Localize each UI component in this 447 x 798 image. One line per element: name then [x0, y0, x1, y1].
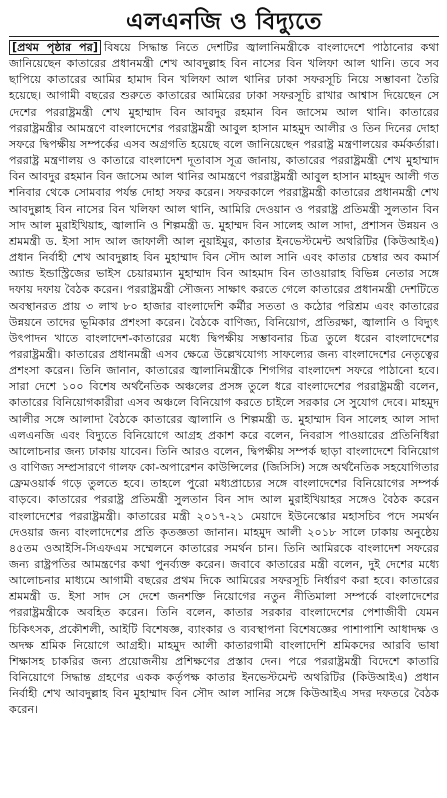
continued-from-front-page-tag: [প্রথম পৃষ্ঠার পর]: [9, 40, 101, 55]
article-body-text: বিষয়ে সিদ্ধান্ত নিতে দেশটির জ্বালানিমন্ত্রীকে বাংলাদেশে পাঠানোর কথা জানিয়েছেন কাতারের প্রধানমন্ত্রী শেখ আবদুল্লাহ বিন নাসের বিন খলিফা আল থানি। তবে সব ছাপিয়ে কাতারের আমির হামাদ বিন খলিফা আল থানির ঢাকা সফরসূচি নিয়ে সম্ভাবনা তৈরি হয়েছে। আগামী বছরের শুরুতে কাতারের আমিরের ঢাকা সফরসূচি রাখার আশ্বাস দিয়েছেন সে দেশের পররাষ্ট্রমন্ত্রী শেখ মুহাম্মাদ বিন আবদুর রহমান বিন জাসেম আল থানি। কাতারের পররাষ্ট্রমন্ত্রীর আমন্ত্রণে বাংলাদেশের পররাষ্ট্রমন্ত্রী আবুল হাসান মাহমুদ আলীর ও তিন দিনের দোহা সফরে দ্বিপক্ষীয় সম্পর্কের এসব অগ্রগতি হয়েছে বলে জানিয়েছেন পররাষ্ট্র মন্ত্রণালয়ের কর্মকর্তারা। পররাষ্ট্র মন্ত্রণালয় ও কাতারে বাংলাদেশ দূতাবাস সূত্র জানায়, কাতারের পররাষ্ট্রমন্ত্রী শেখ মুহাম্মাদ বিন আবদুর রহমান বিন জাসেম আল থানির আমন্ত্রণে পররাষ্ট্রমন্ত্রী আবুল হাসান মাহমুদ আলী গত শনিবার থেকে সোমবার পর্যন্ত দোহা সফর করেন। সফরকালে পররাষ্ট্রমন্ত্রী কাতারের প্রধানমন্ত্রী শেখ আবদুল্লাহ বিন নাসের বিন খলিফা আল থানি, আমিরি দেওয়ান ও পররাষ্ট্র প্রতিমন্ত্রী সুলতান বিন সাদ আল মুরাইখিয়াহ, জ্বালানি ও শিল্পমন্ত্রী ড. মুহাম্মদ বিন সালেহ আল সাদা, প্রশাসন উন্নয়ন ও শ্রমমন্ত্রী ড. ইসা সাদ আল জাফালী আল নুয়াইমুর, কাতার ইনভেস্টমেন্ট অথরিটির (কিউআইএ) প্রধান নির্বাহী শেখ আবদুল্লাহ বিন মুহাম্মাদ বিন সৌদ আল সানি এবং কাতার চেম্বার অব কমার্স অ্যান্ড ইন্ডাস্ট্রিজের ভাইস চেয়ারম্যান মুহাম্মাদ বিন আহমাদ বিন তাওয়ারাহ বিভিন্ন নেতার সঙ্গে দফায় দফায় বৈঠক করেন। পররাষ্ট্রমন্ত্রী সৌজন্য সাক্ষাৎ করতে গেলে কাতারের প্রধানমন্ত্রী দেশটিতে অবস্থানরত প্রায় ৩ লাখ ৮০ হাজার বাংলাদেশি কর্মীর সততা ও কঠোর পরিশ্রম এবং কাতারের উন্নয়নে তাদের ভূমিকার প্রশংসা করেন। বৈঠকে বাণিজ্য, বিনিয়োগ, প্রতিরক্ষা, জ্বালানি ও বিদ্যুৎ উৎপাদন খাতে বাংলাদেশ-কাতারের মধ্যে দ্বিপক্ষীয় সম্ভাবনার চিত্র তুলে ধরেন বাংলাদেশের পররাষ্ট্রমন্ত্রী। কাতারের প্রধানমন্ত্রী এসব ক্ষেত্রে উল্লেখযোগ্য সাফল্যের জন্য বাংলাদেশের নেতৃত্বের প্রশংসা করেন। তিনি জানান, কাতারের জ্বালানিমন্ত্রীকে শিগগির বাংলাদেশ সফরে পাঠানো হবে। সারা দেশে ১০০ বিশেষ অর্থনৈতিক অঞ্চলের প্রসঙ্গ তুলে ধরে বাংলাদেশের পররাষ্ট্রমন্ত্রী বলেন, কাতারের বিনিয়োগকারীরা এসব অঞ্চলে বিনিয়োগ করতে চাইলে সরকার সে সুযোগ দেবে। মাহমুদ আলীর সঙ্গে আলাদা বৈঠকে কাতারের জ্বালানি ও শিল্পমন্ত্রী ড. মুহাম্মাদ বিন সালেহ আল সাদা এলএনজি এবং বিদ্যুতে বিনিয়োগে আগ্রহ প্রকাশ করে বলেন, নিবরাস পাওয়ারের প্রতিনিধিরা আলোচনার জন্য ঢাকায় যাবেন। তিনি আরও বলেন, দ্বিপক্ষীয় সম্পর্ক ছাড়া বাংলাদেশে বিনিয়োগ ও বাণিজ্য সম্প্রসারণে গালফ কো-অপারেশন কাউন্সিলের (জিসিসি) সঙ্গে অর্থনৈতিক সহযোগিতার ফ্রেমওয়ার্ক গড়ে তুলতে হবে। তাহলে পুরো মধ্যপ্রাচ্যের সঙ্গে বাংলাদেশের বিনিয়োগের সম্পর্ক বাড়বে। কাতারের পররাষ্ট্র প্রতিমন্ত্রী সুলতান বিন সাদ আল মুরাইখিয়াহর সঙ্গেও বৈঠক করেন বাংলাদেশের পররাষ্ট্রমন্ত্রী। কাতারের মন্ত্রী ২০১৭-২১ মেয়াদে ইউনেস্কোর মহাসচিব পদে সমর্থন দেওয়ার জন্য বাংলাদেশের প্রতি কৃতজ্ঞতা জানান। মাহমুদ আলী ২০১৮ সালে ঢাকায় অনুষ্ঠেয় ৪৫তম ওআইসি-সিএফএম সম্মেলনে কাতারের সমর্থন চান। তিনি আমিরকে বাংলাদেশ সফরের জন্য রাষ্ট্রপতির আমন্ত্রণের কথা পুনর্ব্যক্ত করেন। জবাবে কাতারের মন্ত্রী বলেন, দুই দেশের মধ্যে আলোচনার মাধ্যমে আগামী বছরের প্রথম দিকে আমিরের সফরসূচি নির্ধারণ করা হবে। কাতারের শ্রমমন্ত্রী ড. ইসা সাদ সে দেশে জনশক্তি নিয়োগের নতুন নীতিমালা সম্পর্কে বাংলাদেশের পররাষ্ট্রমন্ত্রীকে অবহিত করেন। তিনি বলেন, কাতার সরকার বাংলাদেশের পেশাজীবী যেমন চিকিৎসক, প্রকৌশলী, আইটি বিশেষজ্ঞ, ব্যাংকার ও ব্যবস্থাপনা বিশেষজ্ঞের পাশাপাশি আধাদক্ষ ও অদক্ষ শ্রমিক নিয়োগে আগ্রহী। মাহমুদ আলী কাতারগামী বাংলাদেশি শ্রমিকদের আরবি ভাষা শিক্ষাসহ চাকরির জন্য প্রয়োজনীয় প্রশিক্ষণের প্রস্তাব দেন। পরে পররাষ্ট্রমন্ত্রী বিদেশে কাতারি বিনিয়োগে সিদ্ধান্ত গ্রহণের একক কর্তৃপক্ষ কাতার ইনভেস্টমেন্ট অথরিটির (কিউআইএ) প্রধান নির্বাহী শেখ আবদুল্লাহ বিন মুহাম্মাদ বিন সৌদ আল সানির সঙ্গে কিউআইএ সদর দফতরে বৈঠক করেন।: [9, 41, 439, 717]
headline: এলএনজি ও বিদ্যুতে: [125, 8, 323, 35]
article-body: [9, 40, 439, 719]
headline-divider: [9, 36, 439, 37]
